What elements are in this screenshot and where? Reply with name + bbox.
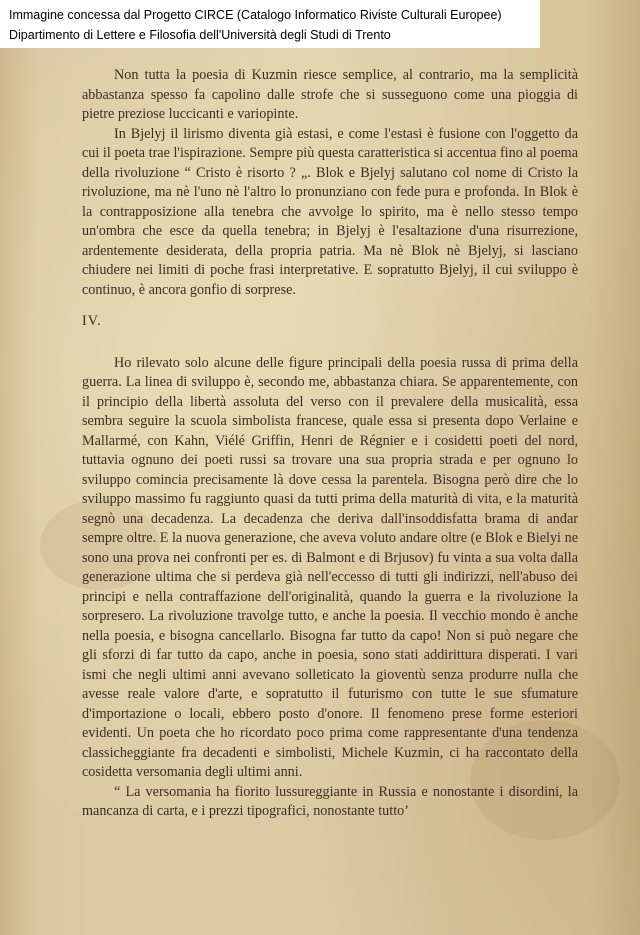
paragraph-development: Ho rilevato solo alcune delle figure principali della poesia russa di prima della guerra. La linea di sviluppo è, secondo me, abbastanza chiara. Se apparentemente, con il principio della libertà assoluta del verso con il prevalere della musicalità, essa sembra seguire la scuola simbolista francese, quale essa si presenta dopo Verlaine e Mallarmé, con Kahn, Viélé Griffin, Henri de Régnier e i cosidetti poeti del nord, tuttavia ognuno dei poeti russi sa trovare una sua propria strada e per ognuno lo sviluppo comincia precisamente là dove cessa la parentela. Bisogna però dire che lo sviluppo massimo fu raggiunto quasi da tutti prima della maturità di vita, e la maturità segnò una decadenza. La decadenza che deriva dall'insoddisfatta brama di andar sempre oltre. E la nuova generazione, che aveva voluto andare oltre (e Blok e Bielyi ne sono una prova nei confronti per es. di Balmont e di Brjusov) fu vinta a sua volta dalla generazione ultima che si perdeva già nell'eccesso di tutti gli indirizzi, nell'abuso dei principi e nella contraffazione dell'originalità, quando la guerra e la rivoluzione la sorpresero. La rivoluzione travolge tutto, e anche la poesia. Il vecchio mondo è anche nella poesia, e bisogna cancellarlo. Bisogna far tutto da capo! Non si può negare che gli sforzi di far tutto da capo, anche in poesia, sono stati addirittura disperati. I vari ismi che negli ultimi anni avevano solleticato la gioventù senza produrre nulla che avesse reale valore d'arte, e sopratutto il futurismo con tutte le sue sfumature d'importazione o locali, ebbero posto d'onore. Il fenomeno prese forme esteriori evidenti. Un poeta che ho ricordato poco prima come rappresentante d'una tendenza classicheggiante fra decadenti e simbolisti, Michele Kuzmin, ci ha raccontato della cosidetta versomania degli ultimi anni. <box>82 354 578 780</box>
page-body <box>82 66 578 822</box>
paragraph-versomania: “ La versomania ha fiorito lussureggiante in Russia e nonostante i disordini, la mancanza di carta, e i prezzi tipografici, nonostante tutto’ <box>82 783 578 819</box>
banner-line-2: Dipartimento di Lettere e Filosofia dell'Università degli Studi di Trento <box>9 28 391 42</box>
paragraph-bjelyj: In Bjelyj il lirismo diventa già estasi, e come l'estasi è fusione con l'oggetto da cui il poeta trae l'ispirazione. Sempre più questa caratteristica si accentua fino al poema della rivoluzione “ Cristo è risorto ? „. Blok e Bjelyj salutano col nome di Cristo la rivoluzione, ma nè l'uno nè l'altro lo pronunziano con fede pura e profonda. In Blok è la contrapposizione alla tenebra che avvolge lo spirito, ma è nello stesso tempo un'ombra che esce da quella tenebra; in Bjelyj è l'esaltazione d'una risurrezione, ardentemente desiderata, della propria patria. Ma nè Blok nè Bjelyj, si lasciano chiudere nei limiti di poche frasi interpretative. E sopratutto Bjelyj, il cui sviluppo è continuo, è ancora gonfio di sorprese. <box>82 125 578 298</box>
source-banner <box>0 0 540 48</box>
banner-line-1: Immagine concessa dal Progetto CIRCE (Catalogo Informatico Riviste Culturali Europee) <box>9 8 502 22</box>
paragraph-kuzmin: Non tutta la poesia di Kuzmin riesce semplice, al contrario, ma la semplicità abbastanza spesso fa capolino dalle strofe che si susseguono come una pioggia di pietre preziose luccicanti e variopinte. <box>82 67 578 122</box>
section-heading: IV. <box>82 313 102 329</box>
